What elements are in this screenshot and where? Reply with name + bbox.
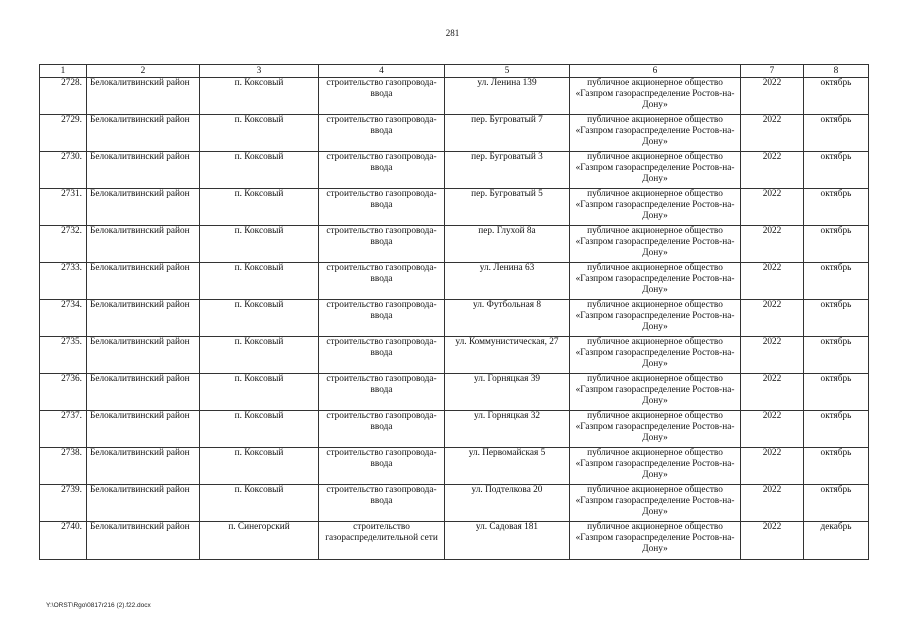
month-cell: октябрь bbox=[804, 337, 869, 374]
month-cell: октябрь bbox=[804, 263, 869, 300]
organization-cell: публичное акционерное общество «Газпром газораспределение Ростов-на-Дону» bbox=[570, 189, 741, 226]
row-number: 2729. bbox=[40, 115, 87, 152]
table-row bbox=[40, 300, 869, 337]
organization-cell: публичное акционерное общество «Газпром газораспределение Ростов-на-Дону» bbox=[570, 522, 741, 560]
work-type-cell: строительство газопровода-ввода bbox=[319, 374, 445, 411]
row-number: 2730. bbox=[40, 152, 87, 189]
document-file-path: Y:\ORST\Rgo\0817r216 (2).f22.docx bbox=[46, 602, 151, 609]
address-cell: ул. Футбольная 8 bbox=[445, 300, 570, 337]
organization-cell: публичное акционерное общество «Газпром газораспределение Ростов-на-Дону» bbox=[570, 374, 741, 411]
month-cell: октябрь bbox=[804, 226, 869, 263]
address-cell: ул. Горняцкая 32 bbox=[445, 411, 570, 448]
year-cell: 2022 bbox=[741, 411, 804, 448]
column-header: 4 bbox=[319, 65, 445, 78]
column-header: 1 bbox=[40, 65, 87, 78]
month-cell: декабрь bbox=[804, 522, 869, 560]
address-cell: ул. Ленина 63 bbox=[445, 263, 570, 300]
table-row bbox=[40, 522, 869, 560]
year-cell: 2022 bbox=[741, 152, 804, 189]
locality-cell: п. Коксовый bbox=[200, 115, 319, 152]
organization-cell: публичное акционерное общество «Газпром газораспределение Ростов-на-Дону» bbox=[570, 411, 741, 448]
address-cell: пер. Бугроватый 5 bbox=[445, 189, 570, 226]
organization-cell: публичное акционерное общество «Газпром газораспределение Ростов-на-Дону» bbox=[570, 337, 741, 374]
locality-cell: п. Коксовый bbox=[200, 226, 319, 263]
year-cell: 2022 bbox=[741, 485, 804, 522]
address-cell: ул. Подтелкова 20 bbox=[445, 485, 570, 522]
row-number: 2728. bbox=[40, 78, 87, 115]
district-cell: Белокалитвинский район bbox=[87, 78, 200, 115]
row-number: 2731. bbox=[40, 189, 87, 226]
table-row bbox=[40, 337, 869, 374]
district-cell: Белокалитвинский район bbox=[87, 448, 200, 485]
month-cell: октябрь bbox=[804, 448, 869, 485]
table-row bbox=[40, 78, 869, 115]
address-cell: пер. Бугроватый 3 bbox=[445, 152, 570, 189]
district-cell: Белокалитвинский район bbox=[87, 374, 200, 411]
year-cell: 2022 bbox=[741, 189, 804, 226]
address-cell: ул. Ленина 139 bbox=[445, 78, 570, 115]
district-cell: Белокалитвинский район bbox=[87, 337, 200, 374]
column-header: 8 bbox=[804, 65, 869, 78]
address-cell: ул. Садовая 181 bbox=[445, 522, 570, 560]
locality-cell: п. Коксовый bbox=[200, 485, 319, 522]
month-cell: октябрь bbox=[804, 300, 869, 337]
work-type-cell: строительство газопровода-ввода bbox=[319, 300, 445, 337]
work-type-cell: строительство газопровода-ввода bbox=[319, 263, 445, 300]
month-cell: октябрь bbox=[804, 374, 869, 411]
row-number: 2739. bbox=[40, 485, 87, 522]
month-cell: октябрь bbox=[804, 152, 869, 189]
work-type-cell: строительство газопровода-ввода bbox=[319, 485, 445, 522]
table-row bbox=[40, 485, 869, 522]
locality-cell: п. Коксовый bbox=[200, 448, 319, 485]
table-row bbox=[40, 115, 869, 152]
locality-cell: п. Синегорский bbox=[200, 522, 319, 560]
organization-cell: публичное акционерное общество «Газпром газораспределение Ростов-на-Дону» bbox=[570, 226, 741, 263]
work-type-cell: строительство газопровода-ввода bbox=[319, 337, 445, 374]
address-cell: ул. Коммунистическая, 27 bbox=[445, 337, 570, 374]
organization-cell: публичное акционерное общество «Газпром газораспределение Ростов-на-Дону» bbox=[570, 263, 741, 300]
year-cell: 2022 bbox=[741, 226, 804, 263]
district-cell: Белокалитвинский район bbox=[87, 152, 200, 189]
year-cell: 2022 bbox=[741, 374, 804, 411]
district-cell: Белокалитвинский район bbox=[87, 411, 200, 448]
organization-cell: публичное акционерное общество «Газпром газораспределение Ростов-на-Дону» bbox=[570, 448, 741, 485]
locality-cell: п. Коксовый bbox=[200, 152, 319, 189]
organization-cell: публичное акционерное общество «Газпром газораспределение Ростов-на-Дону» bbox=[570, 152, 741, 189]
column-header: 7 bbox=[741, 65, 804, 78]
year-cell: 2022 bbox=[741, 78, 804, 115]
work-type-cell: строительство газопровода-ввода bbox=[319, 152, 445, 189]
locality-cell: п. Коксовый bbox=[200, 337, 319, 374]
year-cell: 2022 bbox=[741, 337, 804, 374]
table-row bbox=[40, 226, 869, 263]
address-cell: пер. Глухой 8а bbox=[445, 226, 570, 263]
locality-cell: п. Коксовый bbox=[200, 189, 319, 226]
locality-cell: п. Коксовый bbox=[200, 78, 319, 115]
district-cell: Белокалитвинский район bbox=[87, 226, 200, 263]
table-row bbox=[40, 448, 869, 485]
month-cell: октябрь bbox=[804, 115, 869, 152]
month-cell: октябрь bbox=[804, 189, 869, 226]
registry-table bbox=[39, 64, 869, 560]
locality-cell: п. Коксовый bbox=[200, 374, 319, 411]
page-number: 281 bbox=[445, 28, 460, 38]
column-header: 6 bbox=[570, 65, 741, 78]
month-cell: октябрь bbox=[804, 78, 869, 115]
organization-cell: публичное акционерное общество «Газпром газораспределение Ростов-на-Дону» bbox=[570, 300, 741, 337]
address-cell: ул. Первомайская 5 bbox=[445, 448, 570, 485]
locality-cell: п. Коксовый bbox=[200, 300, 319, 337]
organization-cell: публичное акционерное общество «Газпром газораспределение Ростов-на-Дону» bbox=[570, 115, 741, 152]
district-cell: Белокалитвинский район bbox=[87, 189, 200, 226]
work-type-cell: строительство газопровода-ввода bbox=[319, 411, 445, 448]
column-header: 3 bbox=[200, 65, 319, 78]
row-number: 2738. bbox=[40, 448, 87, 485]
locality-cell: п. Коксовый bbox=[200, 411, 319, 448]
table-row bbox=[40, 189, 869, 226]
year-cell: 2022 bbox=[741, 263, 804, 300]
district-cell: Белокалитвинский район bbox=[87, 522, 200, 560]
header-row bbox=[40, 65, 869, 78]
row-number: 2736. bbox=[40, 374, 87, 411]
column-header: 5 bbox=[445, 65, 570, 78]
table-row bbox=[40, 411, 869, 448]
row-number: 2734. bbox=[40, 300, 87, 337]
row-number: 2732. bbox=[40, 226, 87, 263]
row-number: 2737. bbox=[40, 411, 87, 448]
work-type-cell: строительство газопровода-ввода bbox=[319, 78, 445, 115]
table-row bbox=[40, 374, 869, 411]
row-number: 2740. bbox=[40, 522, 87, 560]
year-cell: 2022 bbox=[741, 448, 804, 485]
locality-cell: п. Коксовый bbox=[200, 263, 319, 300]
month-cell: октябрь bbox=[804, 411, 869, 448]
table-row bbox=[40, 263, 869, 300]
work-type-cell: строительство газопровода-ввода bbox=[319, 189, 445, 226]
work-type-cell: строительство газопровода-ввода bbox=[319, 115, 445, 152]
address-cell: ул. Горняцкая 39 bbox=[445, 374, 570, 411]
district-cell: Белокалитвинский район bbox=[87, 485, 200, 522]
column-header: 2 bbox=[87, 65, 200, 78]
address-cell: пер. Бугроватый 7 bbox=[445, 115, 570, 152]
year-cell: 2022 bbox=[741, 115, 804, 152]
district-cell: Белокалитвинский район bbox=[87, 115, 200, 152]
table-row bbox=[40, 152, 869, 189]
district-cell: Белокалитвинский район bbox=[87, 263, 200, 300]
work-type-cell: строительство газораспределительной сети bbox=[319, 522, 445, 560]
year-cell: 2022 bbox=[741, 522, 804, 560]
organization-cell: публичное акционерное общество «Газпром газораспределение Ростов-на-Дону» bbox=[570, 485, 741, 522]
month-cell: октябрь bbox=[804, 485, 869, 522]
work-type-cell: строительство газопровода-ввода bbox=[319, 448, 445, 485]
row-number: 2735. bbox=[40, 337, 87, 374]
row-number: 2733. bbox=[40, 263, 87, 300]
organization-cell: публичное акционерное общество «Газпром газораспределение Ростов-на-Дону» bbox=[570, 78, 741, 115]
district-cell: Белокалитвинский район bbox=[87, 300, 200, 337]
year-cell: 2022 bbox=[741, 300, 804, 337]
work-type-cell: строительство газопровода-ввода bbox=[319, 226, 445, 263]
